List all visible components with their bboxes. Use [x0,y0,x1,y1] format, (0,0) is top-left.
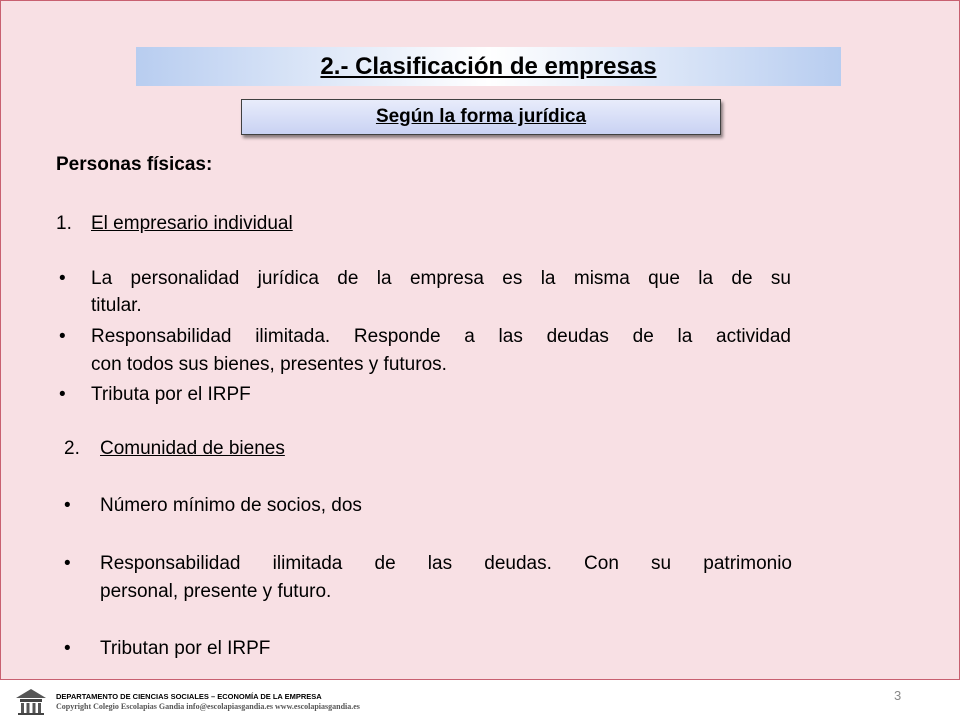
subtitle-box [241,99,721,135]
page-number: 3 [894,688,902,703]
footer-copyright: Copyright Colegio Escolapias Gandia info@escolapiasgandia.es www.escolapiasgandia.es [56,702,360,711]
school-logo-icon [14,686,48,716]
item1-bullet-2-line-1: Responsabilidad ilimitada. Responde a las deudas de la actividad [91,326,791,347]
slide-subtitle: Según la forma jurídica [375,106,587,127]
item1-bullet-2-line-2: con todos sus bienes, presentes y futuros. [91,354,447,375]
item2-number: 2. [64,438,80,459]
item2-bullet-2-line-2: personal, presente y futuro. [100,581,332,602]
bullet-marker: • [64,553,71,574]
slide-title: 2.- Clasificación de empresas [320,52,657,80]
item2-bullet-2-line-1: Responsabilidad ilimitada de las deudas. Con su patrimonio [100,553,792,574]
item1-heading: El empresario individual [91,213,293,234]
item1-bullet-3: Tributa por el IRPF [91,384,251,405]
item1-bullet-1-line-1: La personalidad jurídica de la empresa es la misma que la de su [91,268,791,289]
section-heading: Personas físicas: [56,154,213,175]
footer-department: DEPARTAMENTO DE CIENCIAS SOCIALES – ECONOMÍA DE LA EMPRESA [56,692,322,701]
item2-heading: Comunidad de bienes [100,438,285,459]
bullet-marker: • [59,384,66,405]
title-banner [136,47,841,86]
item2-bullet-3: Tributan por el IRPF [100,638,271,659]
item2-bullet-1: Número mínimo de socios, dos [100,495,362,516]
item1-bullet-1-line-2: titular. [91,295,142,316]
bullet-marker: • [64,495,71,516]
bullet-marker: • [59,326,66,347]
bullet-marker: • [59,268,66,289]
item1-number: 1. [56,213,72,234]
bullet-marker: • [64,638,71,659]
